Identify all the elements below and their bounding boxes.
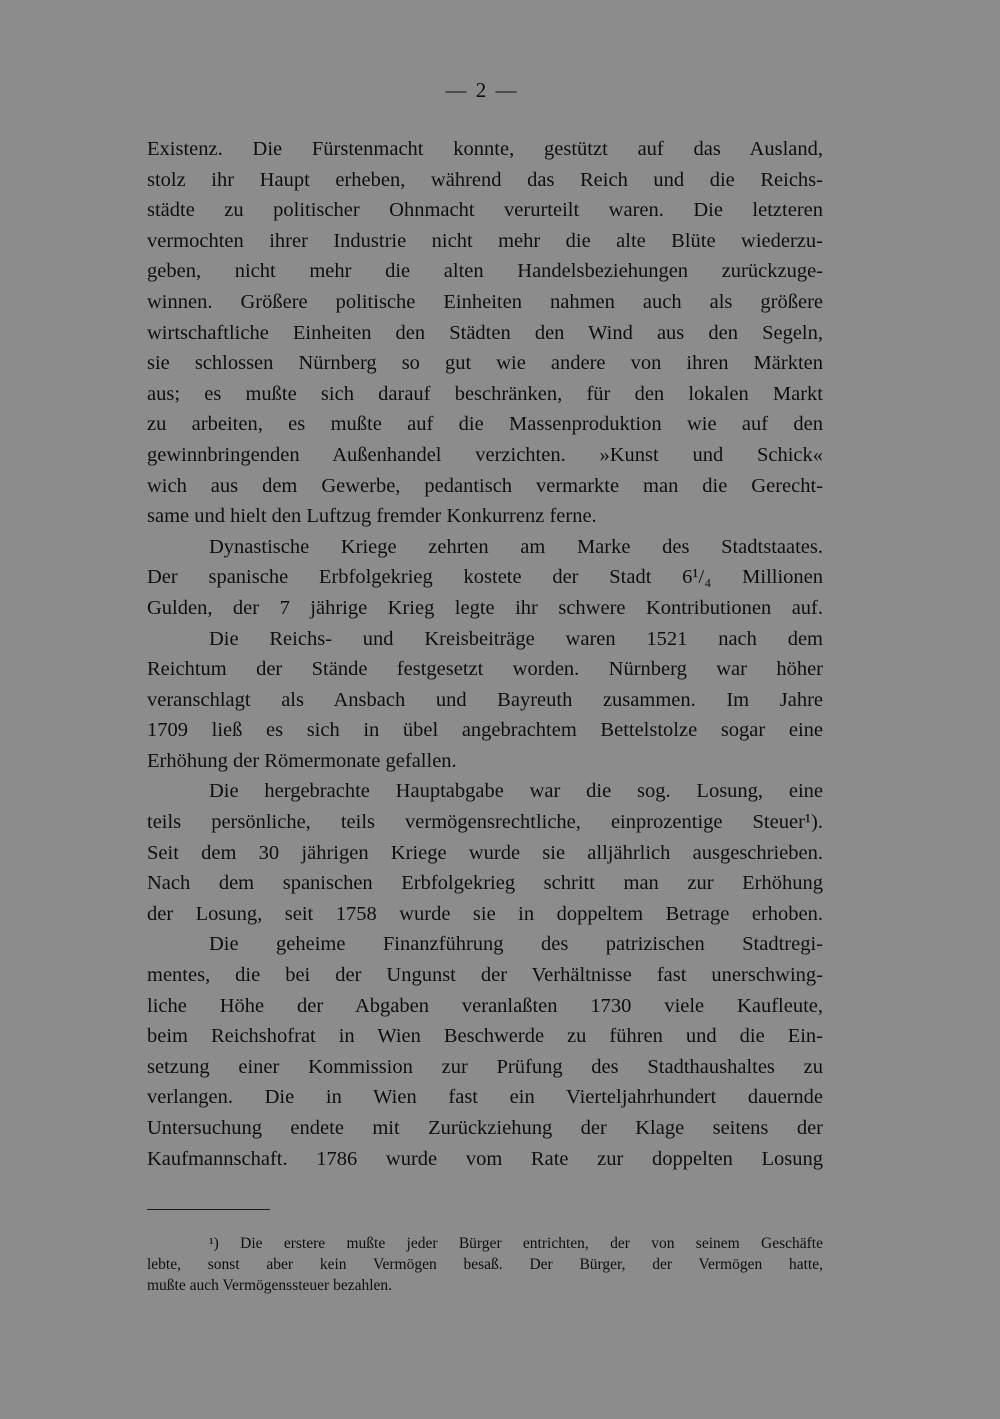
text-line: vermochten ihrer Industrie nicht mehr die alte Blüte wiederzu- <box>147 229 823 252</box>
text-line: Die Reichs- und Kreisbeiträge waren 1521 nach dem <box>209 627 823 650</box>
text-line: setzung einer Kommission zur Prüfung des Stadthaushaltes zu <box>147 1055 823 1078</box>
text-line: veranschlagt als Ansbach und Bayreuth zusammen. Im Jahre <box>147 688 823 711</box>
text-line: 1709 ließ es sich in übel angebrachtem Bettelstolze sogar eine <box>147 719 823 742</box>
text-line: Die hergebrachte Hauptabgabe war die sog. Losung, eine <box>209 780 823 803</box>
text-line: Seit dem 30 jährigen Kriege wurde sie alljährlich ausgeschrieben. <box>147 841 823 864</box>
text-line: städte zu politischer Ohnmacht verurteilt waren. Die letzteren <box>147 199 823 222</box>
text-line: verlangen. Die in Wien fast ein Vierteljahrhundert dauernde <box>147 1086 823 1109</box>
text-line: Erhöhung der Römermonate gefallen. <box>147 749 457 772</box>
text-line: Reichtum der Stände festgesetzt worden. Nürnberg war höher <box>147 658 823 681</box>
footnotes <box>147 1233 823 1296</box>
text-line: teils persönliche, teils vermögensrechtliche, einprozentige Steuer¹). <box>147 811 823 834</box>
text-line: der Losung, seit 1758 wurde sie in doppeltem Betrage erhoben. <box>147 902 823 925</box>
text-line: liche Höhe der Abgaben veranlaßten 1730 viele Kaufleute, <box>147 994 823 1017</box>
text-line: winnen. Größere politische Einheiten nahmen auch als größere <box>147 290 823 313</box>
footnote-divider <box>147 1209 270 1210</box>
text-line: Existenz. Die Fürstenmacht konnte, gestützt auf das Ausland, <box>147 138 823 160</box>
text-line: Untersuchung endete mit Zurückziehung der Klage seitens der <box>147 1117 823 1139</box>
text-line: stolz ihr Haupt erheben, während das Reich und die Reichs- <box>147 168 823 191</box>
body-text <box>147 134 823 1174</box>
text-line: beim Reichshofrat in Wien Beschwerde zu führen und die Ein- <box>147 1025 823 1048</box>
text-line: gewinnbringenden Außenhandel verzichten. »Kunst und Schick« <box>147 443 823 466</box>
text-line: Die geheime Finanzführung des patrizischen Stadtregi- <box>209 933 823 956</box>
text-line: wirtschaftliche Einheiten den Städten den Wind aus den Segeln, <box>147 321 823 344</box>
text-line: Dynastische Kriege zehrten am Marke des Stadtstaates. <box>209 535 823 558</box>
text-line: same und hielt den Luftzug fremder Konkurrenz ferne. <box>147 505 597 528</box>
text-line: Nach dem spanischen Erbfolgekrieg schritt man zur Erhöhung <box>147 872 823 895</box>
page-number: — 2 — <box>445 78 519 102</box>
text-line: Der spanische Erbfolgekrieg kostete der Stadt 6¹/₄ Millionen <box>147 566 823 589</box>
text-line: geben, nicht mehr die alten Handelsbeziehungen zurückzuge- <box>147 260 823 283</box>
footnote-line: mußte auch Vermögenssteuer bezahlen. <box>147 1277 393 1294</box>
text-line: zu arbeiten, es mußte auf die Massenproduktion wie auf den <box>147 413 823 436</box>
footnote-line: ¹) Die erstere mußte jeder Bürger entrichten, der von seinem Geschäfte <box>209 1235 823 1252</box>
text-line: aus; es mußte sich darauf beschränken, für den lokalen Markt <box>147 382 823 405</box>
text-line: mentes, die bei der Ungunst der Verhältnisse fast unerschwing- <box>147 964 823 987</box>
footnote-line: lebte, sonst aber kein Vermögen besaß. Der Bürger, der Vermögen hatte, <box>147 1256 823 1273</box>
text-line: Gulden, der 7 jährige Krieg legte ihr schwere Kontributionen auf. <box>147 596 823 619</box>
text-line: wich aus dem Gewerbe, pedantisch vermarkte man die Gerecht- <box>147 474 823 497</box>
text-line: sie schlossen Nürnberg so gut wie andere von ihren Märkten <box>147 352 823 375</box>
text-line: Kaufmannschaft. 1786 wurde vom Rate zur doppelten Losung <box>147 1147 823 1170</box>
